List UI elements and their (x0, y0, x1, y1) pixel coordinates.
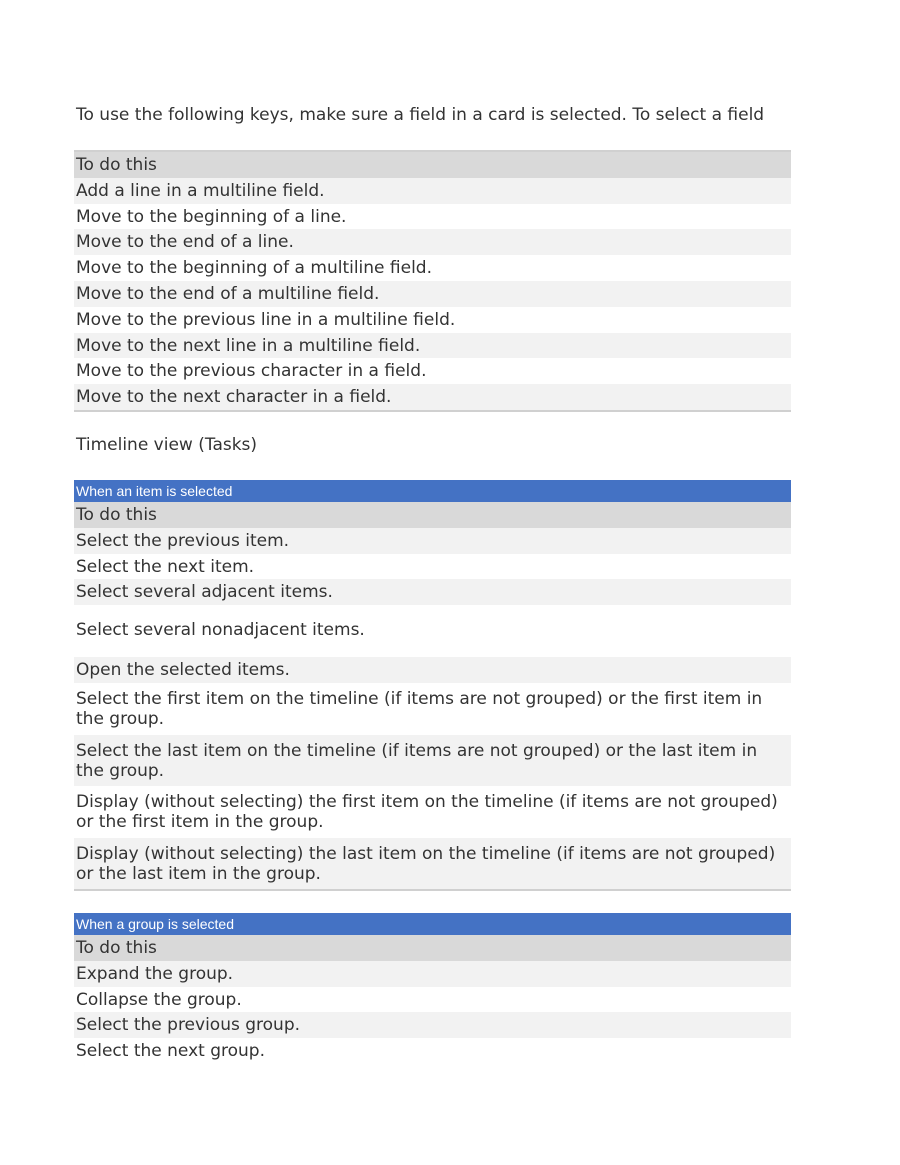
table-banner: When an item is selected (74, 480, 791, 502)
item-selected-keys-table (74, 480, 791, 891)
table-row: Select the next group. (74, 1038, 791, 1064)
section-title: Timeline view (Tasks) (76, 435, 258, 455)
table-row: Select the next item. (74, 554, 791, 580)
table-row: Move to the next line in a multiline field. (74, 333, 791, 359)
table-row: Move to the previous line in a multiline field. (74, 307, 791, 333)
table-banner: When a group is selected (74, 913, 791, 935)
table-row: Expand the group. (74, 961, 791, 987)
intro-paragraph: To use the following keys, make sure a field in a card is selected. To select a field (76, 105, 765, 125)
table-row: Display (without selecting) the first item on the timeline (if items are not grouped) or the first item in the group. (74, 786, 791, 838)
table-row: Select the last item on the timeline (if items are not grouped) or the last item in the group. (74, 735, 791, 787)
table-row: Select several adjacent items. (74, 579, 791, 605)
table-row: Move to the end of a multiline field. (74, 281, 791, 307)
table-header: To do this (74, 935, 791, 961)
table-row: Open the selected items. (74, 657, 791, 683)
table-row: Select the previous group. (74, 1012, 791, 1038)
table-row: Move to the previous character in a field. (74, 358, 791, 384)
card-field-keys-table (74, 150, 791, 412)
table-header: To do this (74, 502, 791, 528)
table-row: Move to the end of a line. (74, 229, 791, 255)
table-row: Select several nonadjacent items. (74, 605, 791, 657)
table-row: Display (without selecting) the last item on the timeline (if items are not grouped) or the last item in the group. (74, 838, 791, 890)
table-row: Select the first item on the timeline (if items are not grouped) or the first item in the group. (74, 683, 791, 735)
table-row: Move to the beginning of a multiline field. (74, 255, 791, 281)
table-row: Select the previous item. (74, 528, 791, 554)
table-row: Move to the beginning of a line. (74, 204, 791, 230)
table-header: To do this (74, 152, 791, 178)
table-row: Collapse the group. (74, 987, 791, 1013)
document-content (74, 0, 791, 1165)
table-row: Move to the next character in a field. (74, 384, 791, 410)
table-row: Add a line in a multiline field. (74, 178, 791, 204)
group-selected-keys-table (74, 913, 791, 1064)
